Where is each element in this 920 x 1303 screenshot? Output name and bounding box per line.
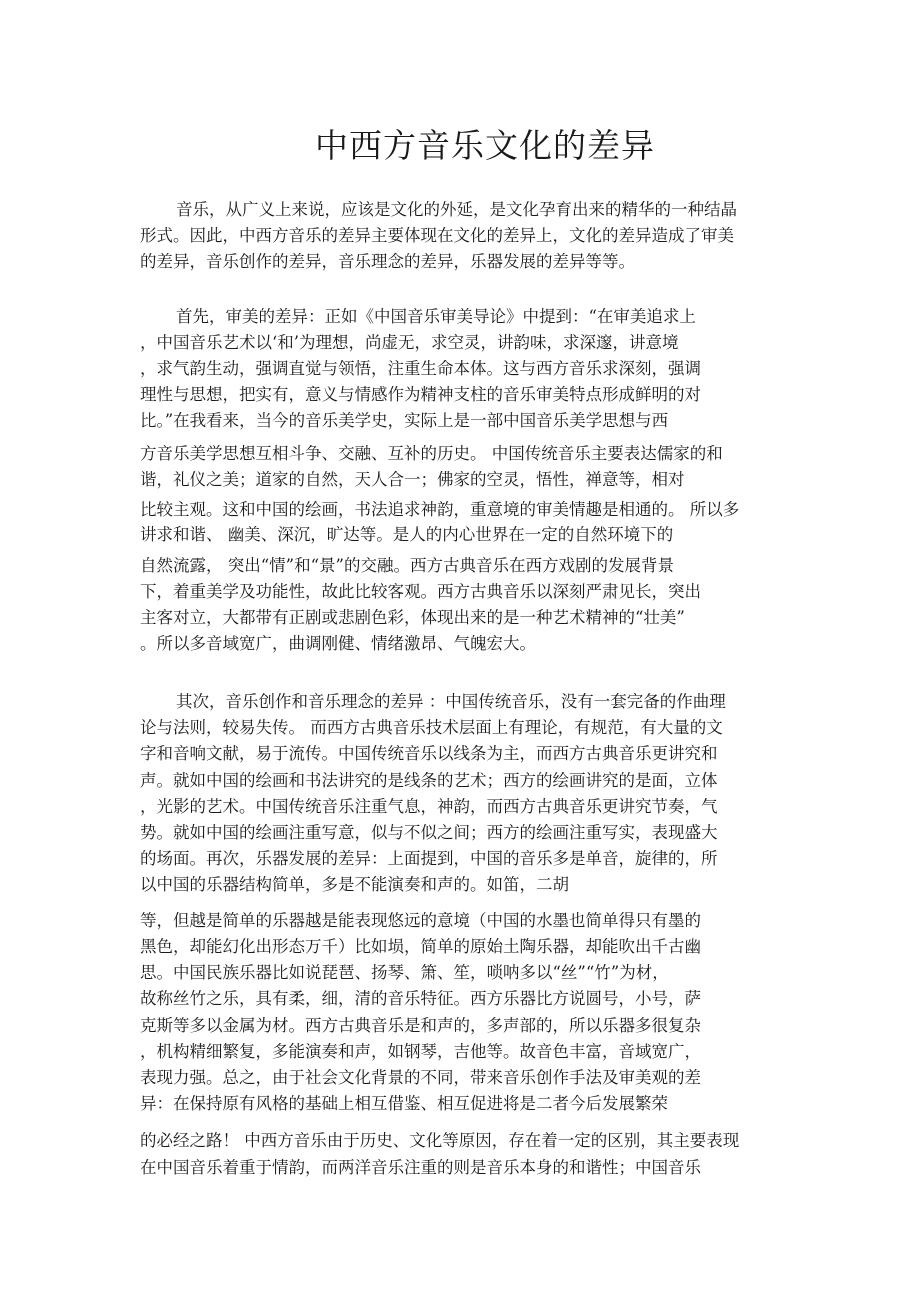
text-line: 以中国的乐器结构简单，多是不能演奏和声的。如笛，二胡	[140, 875, 569, 894]
text-line: 讲求和谐、 幽美、深沉，旷达等。是人的内心世界在一定的自然环境下的	[140, 525, 674, 544]
text-line: 比较主观。这和中国的绘画，书法追求神韵，重意境的审美情趣是相通的。 所以多	[140, 500, 740, 519]
text-line: ，中国音乐艺术以‘和’为理想，尚虚无，求空灵，讲韵味，求深邃，讲意境	[140, 333, 679, 352]
text-line: 下，着重美学及功能性，故此比较客观。西方古典音乐以深刻严肃见长，突出	[140, 582, 701, 601]
text-line: 异：在保持原有风格的基础上相互借鉴、相互促进将是二者今后发展繁荣	[140, 1094, 668, 1113]
document-title: 中西方音乐文化的差异	[315, 126, 655, 165]
text-line: 方音乐美学思想互相斗争、交融、互补的历史。 中国传统音乐主要表达儒家的和	[140, 444, 723, 463]
text-line: 的差异，音乐创作的差异，音乐理念的差异，乐器发展的差异等等。	[140, 252, 635, 271]
text-line: ，光影的艺术。中国传统音乐注重气息，神韵，而西方古典音乐更讲究节奏，气	[140, 797, 718, 816]
text-line: 主客对立，大都带有正剧或悲剧色彩，体现出来的是一种艺术精神的“壮美”	[140, 608, 685, 627]
text-line: 克斯等多以金属为材。西方古典音乐是和声的，多声部的，所以乐器多很复杂	[140, 1016, 701, 1035]
text-line: 表现力强。总之，由于社会文化背景的不同，带来音乐创作手法及审美观的差	[140, 1068, 701, 1087]
text-line: 。所以多音域宽广，曲调刚健、情绪激昂、气魄宏大。	[140, 634, 536, 653]
text-line: 势。就如中国的绘画注重写意，似与不似之间；西方的绘画注重写实，表现盛大	[140, 823, 718, 842]
text-line: 故称丝竹之乐，具有柔，细，清的音乐特征。西方乐器比方说圆号，小号，萨	[140, 989, 701, 1008]
text-line: 论与法则，较易失传。 而西方古典音乐技术层面上有理论，有规范，有大量的文	[140, 718, 723, 737]
text-line: 比。”在我看来，当今的音乐美学史，实际上是一部中国音乐美学思想与西	[140, 411, 669, 430]
text-line: 的场面。再次，乐器发展的差异：上面提到，中国的音乐多是单音，旋律的，所	[140, 849, 718, 868]
text-line: 形式。因此，中西方音乐的差异主要体现在文化的差异上，文化的差异造成了审美	[140, 226, 734, 245]
text-line: 理性与思想，把实有，意义与情感作为精神支柱的音乐审美特点形成鲜明的对	[140, 385, 701, 404]
text-line: 思。中国民族乐器比如说琵琶、扬琴、箫、笙，唢呐多以“丝”“竹”为材，	[140, 963, 669, 982]
text-line: ，求气韵生动，强调直觉与领悟，注重生命本体。这与西方音乐求深刻，强调	[140, 359, 701, 378]
text-line: 在中国音乐着重于情韵，而两洋音乐注重的则是音乐本身的和谐性；中国音乐	[140, 1158, 701, 1177]
text-line: 等，但越是简单的乐器越是能表现悠远的意境（中国的水墨也简单得只有墨的	[140, 911, 701, 930]
text-line: 其次，音乐创作和音乐理念的差异 ：中国传统音乐，没有一套完备的作曲理	[176, 692, 726, 711]
text-line: 字和音响文献，易于流传。中国传统音乐以线条为主，而西方古典音乐更讲究和	[140, 744, 718, 763]
text-line: ，机构精细繁复，多能演奏和声，如钢琴，吉他等。故音色丰富，音域宽广，	[140, 1042, 701, 1061]
text-line: 声。就如中国的绘画和书法讲究的是线条的艺术；西方的绘画讲究的是面，立体	[140, 771, 718, 790]
text-line: 自然流露， 突出“情”和“景”的交融。西方古典音乐在西方戏剧的发展背景	[140, 556, 674, 575]
text-line: 黑色，却能幻化出形态万千）比如埙，简单的原始土陶乐器，却能吹出千古幽	[140, 937, 701, 956]
text-line: 的必经之路！ 中西方音乐由于历史、文化等原因，存在着一定的区别，其主要表现	[140, 1131, 740, 1150]
text-line: 谐，礼仪之美；道家的自然，天人合一；佛家的空灵，悟性，禅意等，相对	[140, 470, 685, 489]
text-line: 首先，审美的差异：正如《中国音乐审美导论》中提到：“在审美追求上	[176, 307, 696, 326]
text-line: 音乐，从广义上来说，应该是文化的外延，是文化孕育出来的精华的一种结晶	[176, 200, 737, 219]
